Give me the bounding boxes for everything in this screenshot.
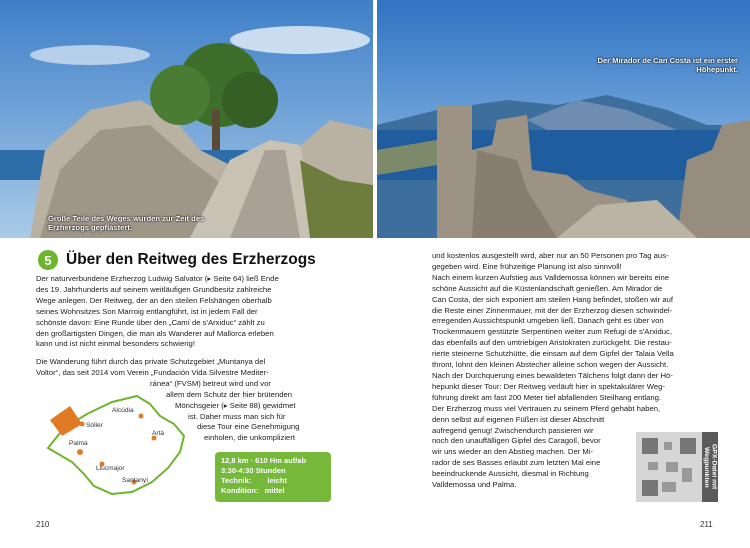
text-line: noch den unauffälligen Gipfel des Caragolí, bevor [432,436,601,446]
map-label-alcudia: Alcúdia [112,407,134,414]
text-line: schöne Aussicht auf die Küstenlandschaft genießen. Am Mirador de [432,283,663,293]
text-line: aufregend genug! Zwischendurch passieren wir [432,425,594,435]
text-line: denn selbst auf eigenen Füßen ist dieser Abschnitt [432,414,605,424]
text-line: den großartigsten Dingen, die man als Wanderer auf Mallorca erleben [36,328,274,338]
text-line: Wege anlegen. Der Reitweg, der an den steilen Felshängen oberhalb [36,295,272,305]
text-line: Die Wanderung führt durch das private Schutzgebiet „Muntanya del [36,357,266,366]
text-line: Nach der Durchquerung eines bewaldeten Tälchens folgt dann der Hö- [432,370,673,380]
text-line: thront, lohnt den kleinen Abstecher alleine schon wegen der Aussicht. [432,360,669,370]
photo-caption-right: Der Mirador de Can Costa ist ein erster Höhepunkt. [597,56,738,74]
map-label-soller: Sóller [86,422,103,429]
map-label-santanyi: Santanyí [122,477,149,484]
page-number-right: 211 [700,520,713,529]
text-line: rierte steinerne Schutzhütte, die einsam auf dem Gipfel der Talaia Vella [432,349,674,359]
photo-reitweg-paved-path [0,0,373,238]
text-line: gegeben wird. Eine frühzeitige Planung ist also sinnvoll! [432,261,622,271]
text-line: und kostenlos ausgestellt wird, aber nur an 50 Personen pro Tag aus- [432,251,669,260]
text-line: Nach einem kurzen Aufstieg aus Valldemossa können wir bereits eine [432,272,670,282]
text-line: des 19. Jahrhunderts auf seinem weitläufigen Grundbesitz zahlreiche [36,284,272,294]
kondition-row [221,486,325,496]
text-line: beeindruckende Aussicht, diesmal in Richtung [432,469,589,479]
duration: 3:30-4:30 Stunden [221,466,286,475]
text-line: schönste davon: Eine Runde über den „Camí de s'Arxiduc“ zählt zu [36,317,265,327]
text-line: rador de ses Basses erlaubt zum letzten Mal eine [432,458,601,468]
text-line: Can Costa, der sich exponiert am steilen Hang befindet, stoßen wir auf [432,294,674,304]
left-paragraph-1 [36,274,332,350]
technik-label: Technik: [221,476,252,485]
tour-number-badge: 5 [38,250,58,270]
text-line: das ebenfalls auf den umtriebigen Aristokraten zurückgeht. Die restau- [432,338,672,348]
photo-caption-left: Große Teile des Weges wurden zur Zeit des Erzherzogs gepflastert. [48,214,205,232]
text-line: seines Wohnsitzes Son Marroig entlangführt, ist in jedem Fall der [36,306,258,316]
gpx-download-label: GPX-Datei mit Wegpunkten [702,432,718,502]
text-line: allem dem Schutz der hier brütenden [166,389,293,399]
distance-elevation: 12,8 km · 610 Hm auf/ab [221,456,307,465]
text-line: diese Tour eine Genehmigung [197,422,300,432]
map-label-palma: Palma [69,440,88,447]
right-paragraph-2 [432,273,724,371]
technik-value: leicht [267,476,287,485]
mallorca-overview-map [42,390,192,502]
text-line: ist. Daher muss man sich für [188,411,286,421]
text-line: Voltor“, das seit 2014 vom Verein „Fundación Vida Silvestre Mediter- [36,367,269,377]
text-line: erregenden Aussichtspunkt umgeben ließ. Danach geht es über von [432,316,664,326]
page-number-left: 210 [36,520,50,529]
section-title: Über den Reitweg des Erzherzogs [66,251,316,268]
text-line: die Reste einer Zinnenmauer, mit der der Erzherzog diesen schwindel- [432,305,673,315]
kondition-label: Kondition: [221,486,259,495]
text-line: hepunkt dieser Tour: Der Reitweg verläuft hier in spektakulärer Weg- [432,381,666,391]
text-line: einholen, die unkompliziert [204,433,296,443]
photo-mirador-can-costa [377,0,750,238]
map-label-llucmajor: Llucmajor [96,465,125,472]
gpx-qr-code[interactable] [636,432,702,502]
text-line: Trockenmauern gestützte Serpentinen weiter zum Refugi de s'Arxiduc, [432,327,673,337]
technik-row [221,476,325,486]
map-label-arta: Artà [152,430,165,437]
text-line: Der naturverbundene Erzherzog Ludwig Salvator (▸ Seite 64) ließ Ende [36,274,279,283]
section-heading [38,250,316,270]
text-line: ránea“ (FVSM) betreut wird und vor [150,378,271,388]
text-line: Mönchsgeier (▸ Seite 88) gewidmet [175,400,296,410]
text-line: wir uns wieder an den Abstieg machen. Der Mi- [432,447,594,457]
right-paragraph-1 [432,251,724,273]
kondition-value: mittel [264,486,285,495]
text-line: kann und ist nicht einmal besonders schwierig! [36,339,195,349]
text-line: führung direkt am fast 200 Meter tief abfallenden Steilhang entlang. [432,392,662,402]
tour-info-box [215,452,331,502]
text-line: Der Erzherzog muss viel Vertrauen zu seinem Pferd gehabt haben, [432,403,661,413]
text-line: Valldemossa und Palma. [432,480,517,490]
